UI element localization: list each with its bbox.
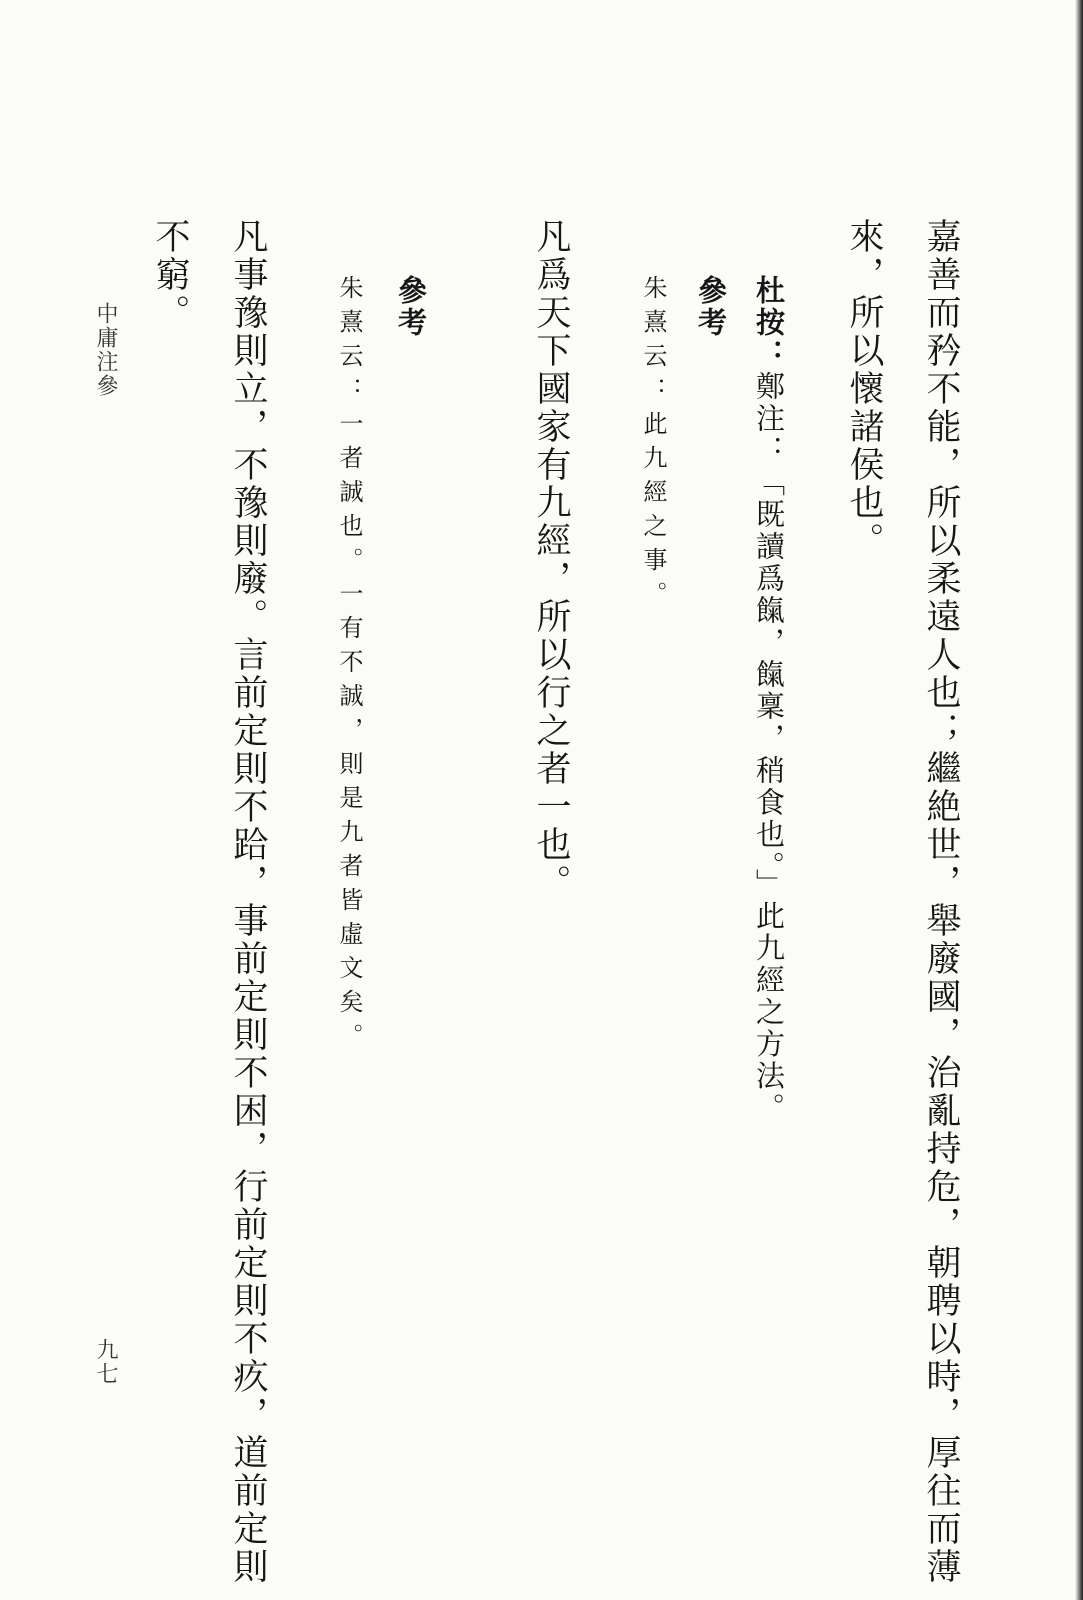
reference-heading-1: 參考 — [694, 275, 728, 339]
note-label: 杜按： — [752, 275, 786, 371]
text-column-5: 不窮。 — [150, 218, 190, 332]
note-column — [752, 275, 786, 1125]
page-number: 九七 — [93, 1338, 118, 1386]
text-column-4: 凡事豫則立，不豫則廢。言前定則不跲，事前定則不困，行前定則不疚，道前定則 — [228, 218, 268, 1586]
text-column-1: 嘉善而矜不能，所以柔遠人也；繼絶世，舉廢國，治亂持危，朝聘以時，厚往而薄 — [921, 218, 961, 1586]
page-edge-shadow — [1075, 0, 1083, 1600]
note-text: 鄭注：「既讀爲餼，餼稟，稍食也。」此九經之方法。 — [752, 371, 786, 1125]
text-column-3: 凡爲天下國家有九經，所以行之者一也。 — [531, 218, 571, 902]
reference-heading-2: 參考 — [394, 275, 428, 339]
reference-text-1: 朱熹云：此九經之事。 — [639, 275, 667, 615]
reference-text-2: 朱熹云：一者誠也。一有不誠，則是九者皆虛文矣。 — [335, 275, 363, 1057]
running-title: 中庸注參 — [93, 302, 118, 398]
text-column-2: 來，所以懷諸侯也。 — [844, 218, 884, 560]
